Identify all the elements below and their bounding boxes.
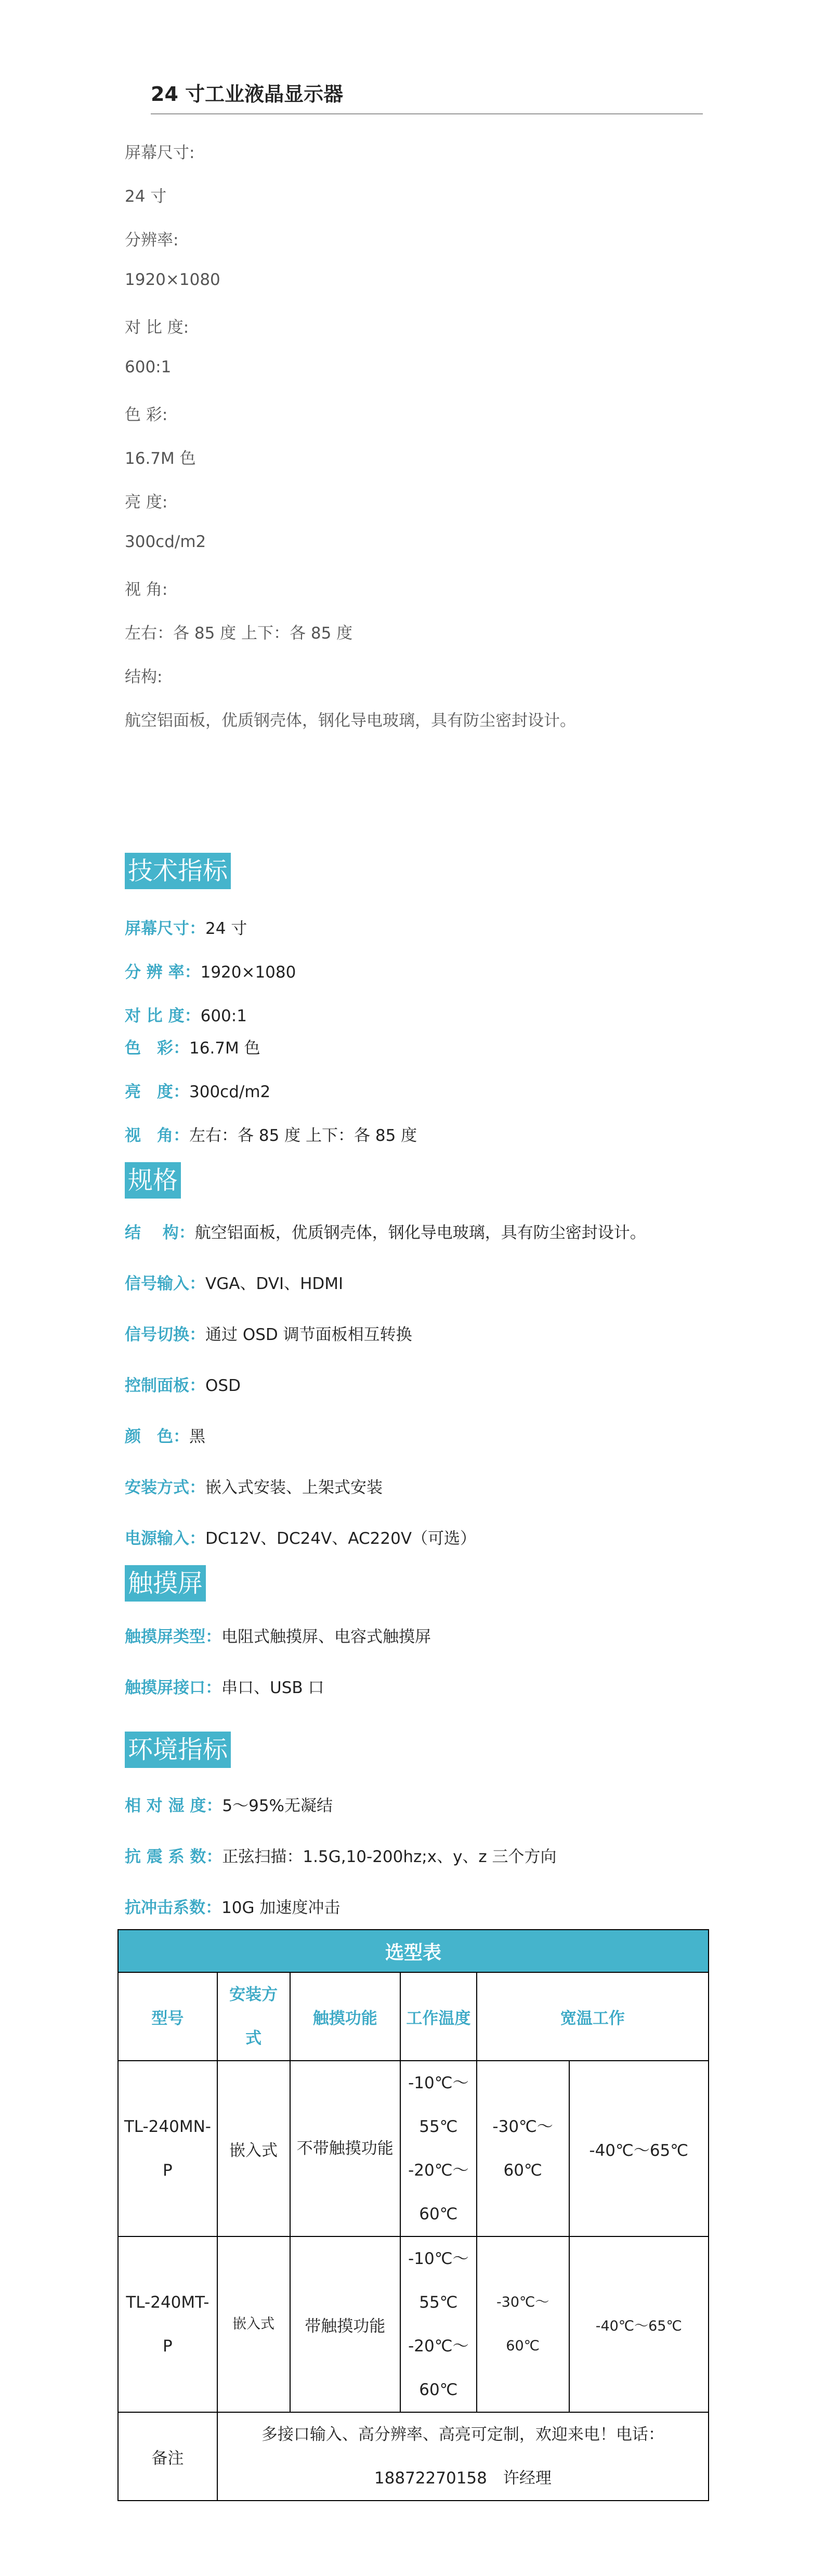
table-cell-touch: 不带触摸功能: [290, 2061, 400, 2236]
spec-label: 对 比 度：: [125, 1007, 201, 1025]
spec-row: [125, 1078, 270, 1102]
spec-label: 视 角：: [125, 1126, 189, 1145]
temp-range: -20℃～60℃: [408, 2337, 469, 2399]
page-title: 24 寸工业液晶显示器: [151, 83, 344, 106]
spec-value: VGA、DVI、HDMI: [205, 1274, 344, 1293]
spec-label: 相 对 湿 度：: [125, 1797, 222, 1815]
spec-value: 左右：各 85 度 上下：各 85 度: [189, 1126, 417, 1145]
table-row: [118, 2236, 709, 2412]
spec-value: 5～95%无凝结: [222, 1797, 333, 1815]
spec-row: [125, 1122, 417, 1146]
spec-row: [125, 915, 247, 939]
spec-value: 通过 OSD 调节面板相互转换: [205, 1325, 412, 1344]
table-cell-model: TL-240MN-P: [118, 2061, 217, 2236]
table-cell-temp: [400, 2061, 477, 2236]
table-caption: 选型表: [118, 1930, 709, 1972]
intro-line: 屏幕尺寸:: [125, 144, 195, 162]
intro-line: 航空铝面板，优质钢壳体，钢化导电玻璃，具有防尘密封设计。: [125, 711, 576, 730]
intro-line: 分辨率:: [125, 231, 179, 250]
spec-value: 正弦扫描：1.5G,10-200hz;x、y、z 三个方向: [222, 1848, 557, 1866]
table-cell-wide: -40℃～65℃: [569, 2061, 709, 2236]
temp-range: -10℃～55℃: [408, 2074, 469, 2136]
spec-row: [125, 1474, 383, 1498]
table-header: 工作温度: [400, 1972, 477, 2061]
spec-row: [125, 1623, 431, 1647]
spec-label: 信号切换：: [125, 1325, 205, 1344]
spec-label: 结 构：: [125, 1224, 195, 1242]
spec-value: 300cd/m2: [189, 1083, 271, 1101]
intro-line: 600:1: [125, 358, 172, 376]
spec-row: [125, 1321, 412, 1345]
spec-value: 电阻式触摸屏、电容式触摸屏: [221, 1628, 431, 1646]
intro-line: 视 角:: [125, 580, 168, 599]
table-cell-mount: 嵌入式: [217, 2061, 290, 2236]
table-cell-temp: [400, 2236, 477, 2412]
table-header: 触摸功能: [290, 1972, 400, 2061]
intro-line: 左右：各 85 度 上下：各 85 度: [125, 624, 353, 643]
spec-label: 信号输入：: [125, 1274, 205, 1293]
spec-row: [125, 1035, 260, 1058]
spec-row: [125, 1894, 340, 1918]
table-cell-touch: 带触摸功能: [290, 2236, 400, 2412]
spec-label: 触摸屏类型：: [125, 1628, 221, 1646]
spec-label: 安装方式：: [125, 1478, 205, 1497]
intro-line: 24 寸: [125, 187, 167, 206]
section-heading-env: 环境指标: [125, 1732, 231, 1768]
intro-line: 对 比 度:: [125, 318, 189, 337]
section-heading-spec: 规格: [125, 1162, 181, 1199]
table-row: [118, 2061, 709, 2236]
table-cell-note-label: 备注: [118, 2412, 217, 2501]
temp-range: -20℃～60℃: [408, 2161, 469, 2223]
section-heading-touch: 触摸屏: [125, 1565, 206, 1602]
spec-value: 600:1: [200, 1007, 247, 1025]
spec-label: 亮 度：: [125, 1083, 189, 1101]
intro-line: 亮 度:: [125, 493, 168, 512]
table-header: 安装方式: [217, 1972, 290, 2061]
spec-value: 航空铝面板，优质钢壳体，钢化导电玻璃，具有防尘密封设计。: [194, 1224, 646, 1242]
spec-row: [125, 1792, 333, 1816]
spec-row: [125, 1372, 241, 1396]
table-row: [118, 2412, 709, 2501]
spec-row: [125, 959, 296, 982]
intro-line: 色 彩:: [125, 406, 168, 424]
spec-value: 黑: [189, 1427, 205, 1446]
table-cell-model: TL-240MT-P: [118, 2236, 217, 2412]
spec-label: 电源输入：: [125, 1529, 205, 1548]
table-cell-wide: -40℃～65℃: [569, 2236, 709, 2412]
spec-row: [125, 1003, 247, 1026]
section-heading-tech: 技术指标: [125, 853, 231, 889]
spec-label: 抗冲击系数：: [125, 1898, 221, 1917]
spec-label: 分 辨 率：: [125, 963, 201, 982]
spec-label: 控制面板：: [125, 1376, 205, 1395]
table-header: 宽温工作: [477, 1972, 709, 2061]
table-header: 型号: [118, 1972, 217, 2061]
spec-label: 屏幕尺寸：: [125, 919, 205, 938]
spec-label: 抗 震 系 数：: [125, 1848, 222, 1866]
spec-value: 10G 加速度冲击: [221, 1898, 341, 1917]
table-cell-wide: -30℃～60℃: [477, 2061, 569, 2236]
spec-row: [125, 1843, 557, 1867]
title-divider: [151, 113, 703, 114]
spec-label: 色 彩：: [125, 1039, 189, 1058]
spec-row: [125, 1674, 324, 1698]
spec-row: [125, 1423, 205, 1447]
spec-row: [125, 1219, 646, 1243]
temp-range: -10℃～55℃: [408, 2249, 469, 2312]
spec-value: OSD: [205, 1376, 241, 1395]
table-cell-note: 多接口输入、高分辨率、高亮可定制，欢迎来电！电话：18872270158 许经理: [217, 2412, 709, 2501]
spec-label: 颜 色：: [125, 1427, 189, 1446]
selection-table: [117, 1929, 709, 2501]
intro-line: 300cd/m2: [125, 532, 206, 551]
table-cell-wide: -30℃～60℃: [477, 2236, 569, 2412]
spec-value: 24 寸: [205, 919, 247, 938]
intro-line: 结构:: [125, 668, 163, 686]
spec-value: DC12V、DC24V、AC220V（可选）: [205, 1529, 477, 1548]
spec-value: 16.7M 色: [189, 1039, 260, 1058]
spec-value: 嵌入式安装、上架式安装: [205, 1478, 383, 1497]
spec-label: 触摸屏接口：: [125, 1679, 221, 1697]
spec-row: [125, 1525, 476, 1549]
intro-line: 16.7M 色: [125, 449, 196, 468]
spec-value: 串口、USB 口: [221, 1679, 324, 1697]
spec-row: [125, 1270, 343, 1294]
spec-value: 1920×1080: [200, 963, 296, 982]
table-cell-mount: 嵌入式: [217, 2236, 290, 2412]
intro-line: 1920×1080: [125, 270, 220, 289]
